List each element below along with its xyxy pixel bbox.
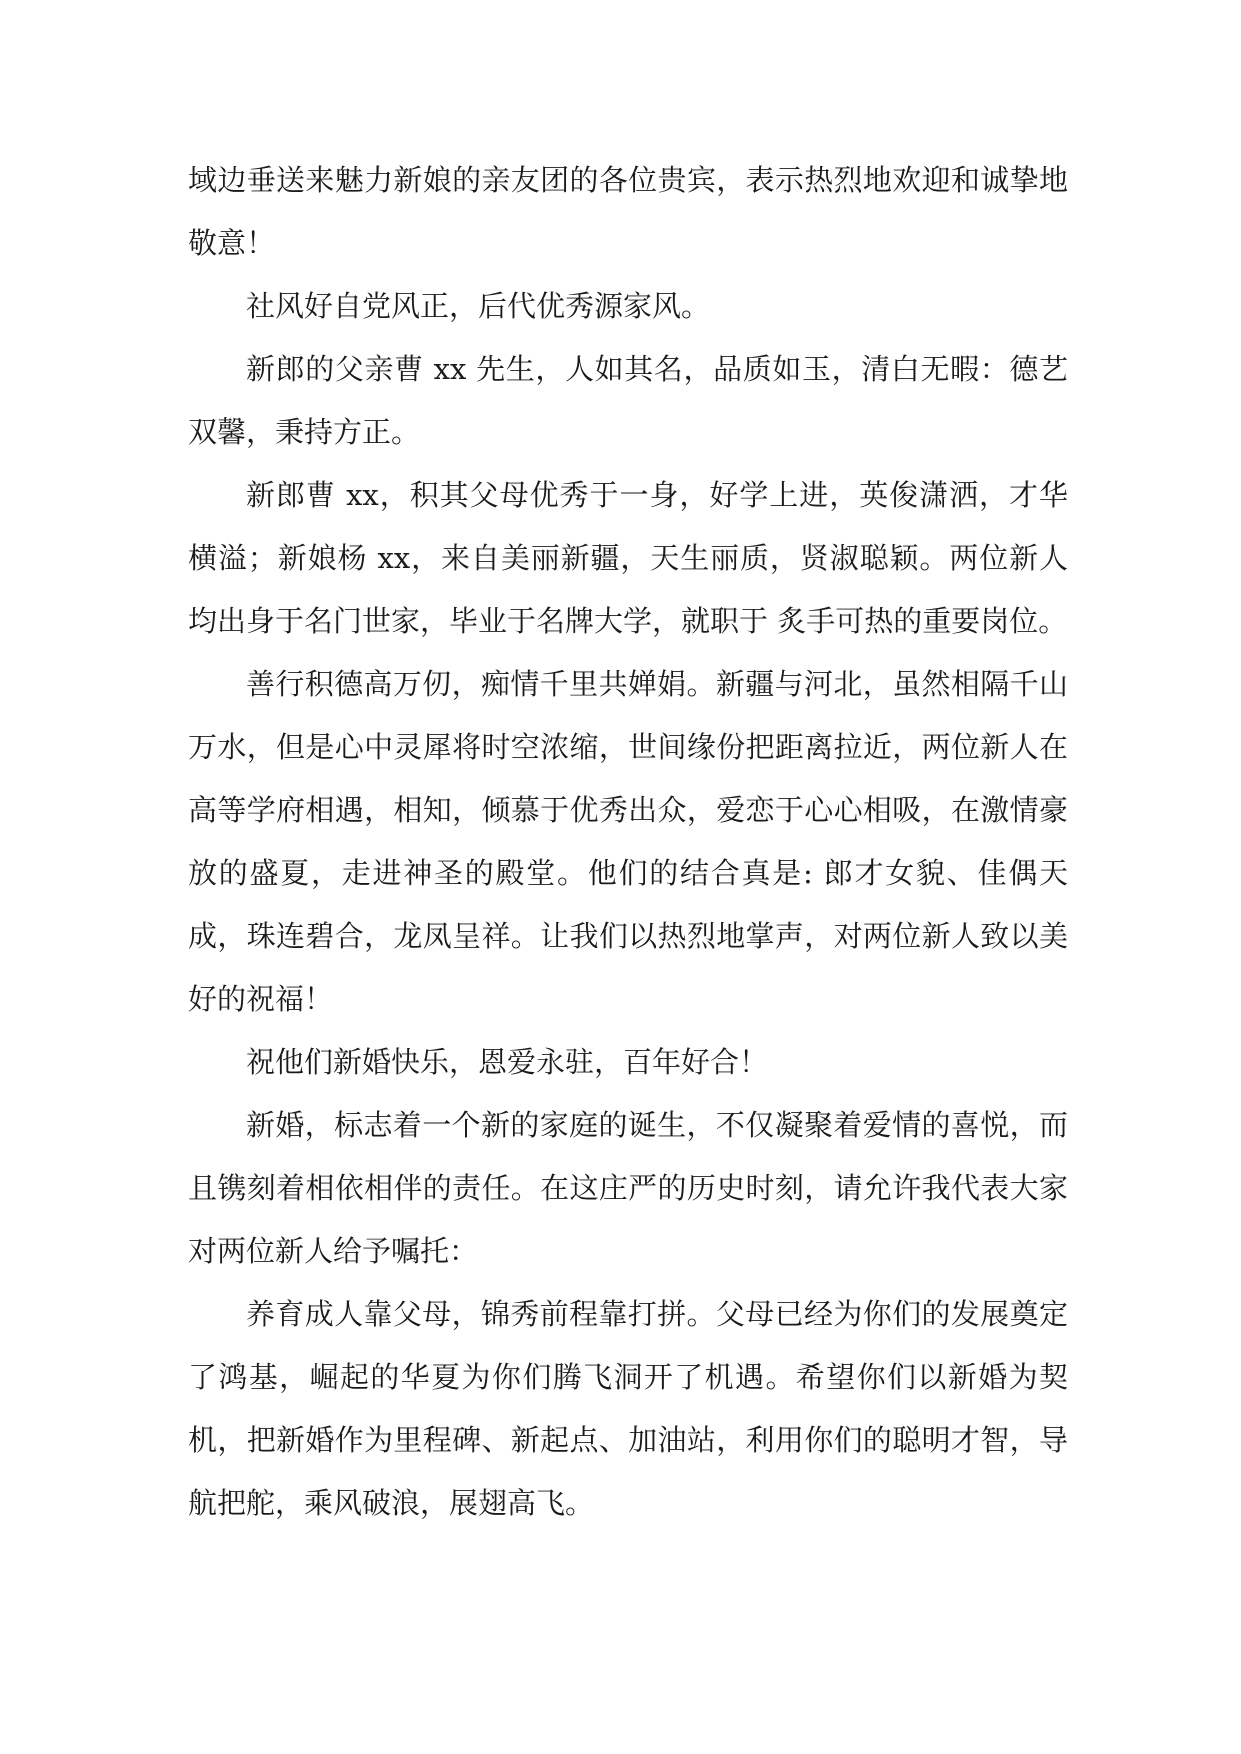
paragraph-1: 域边垂送来魅力新娘的亲友团的各位贵宾，表示热烈地欢迎和诚挚地敬意！ (188, 163, 1068, 260)
paragraph-5: 善行积德高万仞，痴情千里共婵娟。新疆与河北，虽然相隔千山万水，但是心中灵犀将时空浓缩，世间缘份把距离拉近，两位新人在高等学府相遇，相知，倾慕于优秀出众，爱恋于心心相吸，在激情豪放的盛夏，走进神圣的殿堂。他们的结合真是: 郎才女貌、佳偶天成，珠连碧合，龙凤呈祥。让我们以热烈地掌声，对两位新人致以美好的祝福！ (188, 667, 1068, 1016)
paragraph-8: 养育成人靠父母，锦秀前程靠打拼。父母已经为你们的发展奠定了鸿基，崛起的华夏为你们腾飞洞开了机遇。希望你们以新婚为契机，把新婚作为里程碑、新起点、加油站，利用你们的聪明才智，导航把舵，乘风破浪，展翅高飞。 (188, 1297, 1068, 1520)
paragraph-2: 社风好自党风正，后代优秀源家风。 (246, 289, 711, 323)
paragraph-4: 新郎曹 xx，积其父母优秀于一身，好学上进，英俊潇洒，才华横溢；新娘杨 xx，来自美丽新疆，天生丽质，贤淑聪颖。两位新人均出身于名门世家，毕业于名牌大学，就职于 炙手可热的重要岗位。 (188, 478, 1068, 638)
paragraph-3: 新郎的父亲曹 xx 先生，人如其名，品质如玉，清白无暇：德艺双馨，秉持方正。 (188, 352, 1068, 449)
paragraph-6: 祝他们新婚快乐，恩爱永驻，百年好合！ (246, 1045, 769, 1079)
document-body (188, 149, 1068, 1535)
paragraph-7: 新婚，标志着一个新的家庭的诞生，不仅凝聚着爱情的喜悦，而且镌刻着相依相伴的责任。在这庄严的历史时刻，请允许我代表大家对两位新人给予嘱托： (188, 1108, 1068, 1268)
